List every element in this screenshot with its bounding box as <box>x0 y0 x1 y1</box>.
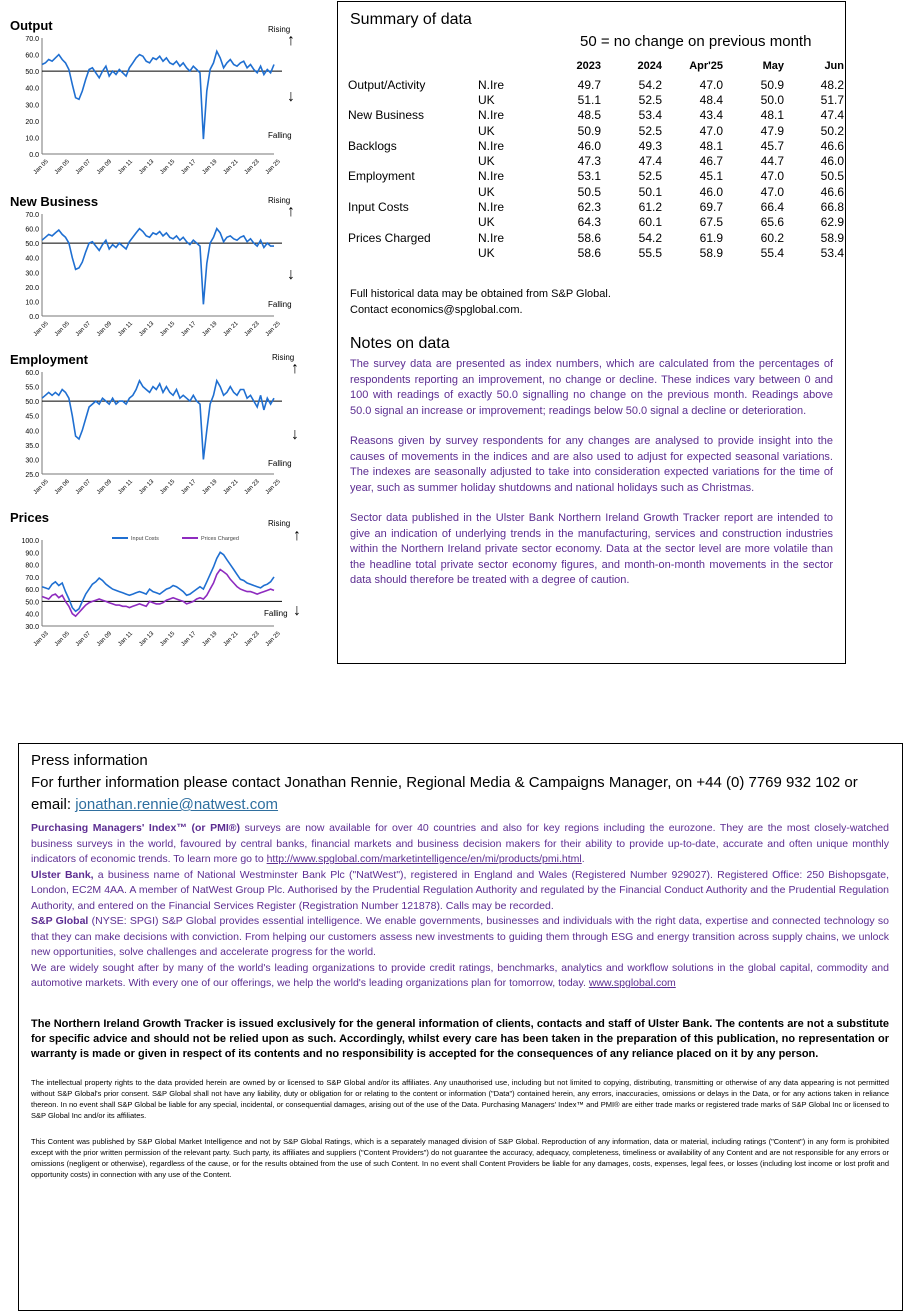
x-tick-label: Jan 21 <box>222 478 240 496</box>
value-cell: 51.1 <box>577 92 601 107</box>
value-cell: 45.1 <box>699 169 723 184</box>
value-cell: 60.1 <box>638 215 662 230</box>
x-tick-label: Jan 13 <box>138 320 156 338</box>
legend-label: Prices Charged <box>201 536 239 542</box>
x-tick-label: Jan 15 <box>159 478 177 496</box>
pmi-paragraph: Purchasing Managers' Index™ (or PMI®) surveys are now available for over 40 countries and also for key regions including the eurozone. They are the most closely-watched business surveys in the world, favoured by central banks, financial markets and business decision makers for their ability to provide up-to-date, accurate and often unique monthly indicators of economic trends. To learn more go to http://www.spglobal.com/marketintelligence/en/mi/products/pmi.html. <box>31 822 889 865</box>
summary-table <box>348 55 844 261</box>
x-tick-label: Jan 05 <box>53 630 71 648</box>
value-cell: 62.3 <box>577 200 601 215</box>
ulster-text: a business name of National Westminster Bank Plc ("NatWest"), registered in England and Wales (Registered Number 929027). Registered Office: 250 Bishopsgate, London, EC2M 4AA. A member of NatWest Group Plc. Authorised by the Prudential Regulation Authority and regulated by the Financial Conduct Authority and the Prudential Regulation Authority, and entered on the Financial Services Register (Registration Number 121878). Calls may be recorded. <box>31 868 889 912</box>
x-tick-label: Jan 05 <box>32 320 50 338</box>
employment-chart <box>10 352 300 512</box>
x-tick-label: Jan 25 <box>264 158 282 176</box>
x-tick-label: Jan 23 <box>243 478 261 496</box>
sp-text: (NYSE: SPGI) S&P Global provides essential intelligence. We enable governments, businesses and individuals with the right data, expertise and connected technology so that they can make decisions with conviction. From helping our customers assess new investments to guiding them through ESG and energy transition across supply chains, we unlock new opportunities, solve challenges and accelerate progress for the world. <box>31 915 889 958</box>
new-business-chart <box>10 194 300 354</box>
falling-label: Falling <box>268 131 292 140</box>
x-tick-label: Jan 25 <box>264 320 282 338</box>
x-tick-label: Jan 19 <box>201 158 219 176</box>
x-tick-label: Jan 11 <box>117 478 134 496</box>
value-cell: 60.2 <box>760 230 784 245</box>
header-cell: Jun <box>824 60 844 72</box>
y-tick-label: 20.0 <box>25 284 39 292</box>
x-tick-label: Jan 11 <box>117 158 134 176</box>
value-cell: 46.0 <box>699 184 723 199</box>
notes-paragraph: Sector data published in the Ulster Bank Northern Ireland Growth Tracker report are intended to give an indication of underlying trends in the manufacturing, services and construction industries within the Northern Ireland private sector economy. Data at the sector level are more volatile than the headline total private sector economy figures, and month-on-month movements in the sector data should therefore be treated with a degree of caution. <box>350 512 833 586</box>
value-cell: 52.5 <box>638 123 662 138</box>
x-tick-label: Jan 17 <box>180 478 198 496</box>
y-tick-label: 80.0 <box>25 562 39 570</box>
value-cell: 48.1 <box>760 108 784 123</box>
y-tick-label: 90.0 <box>25 550 39 558</box>
table-row <box>348 123 844 138</box>
press-contact <box>31 772 891 816</box>
output-chart <box>10 18 300 178</box>
x-tick-label: Jan 13 <box>138 158 156 176</box>
value-cell: 48.2 <box>820 77 844 92</box>
value-cell: 46.6 <box>820 184 844 199</box>
table-row <box>348 153 844 168</box>
value-cell: 47.4 <box>820 108 844 123</box>
series-line <box>42 552 274 611</box>
x-tick-label: Jan 25 <box>264 478 282 496</box>
chart-title: Employment <box>10 352 89 367</box>
contact-line: Contact economics@spglobal.com. <box>350 304 523 316</box>
up-arrow-icon: ↑ <box>293 527 301 544</box>
y-tick-label: 0.0 <box>29 152 39 159</box>
y-tick-label: 50.0 <box>25 399 39 407</box>
y-tick-label: 30.0 <box>25 457 39 465</box>
y-tick-label: 40.0 <box>25 428 39 436</box>
prices-chart <box>10 510 300 670</box>
x-tick-label: Jan 05 <box>53 320 71 338</box>
value-cell: 44.7 <box>760 154 784 169</box>
ulster-paragraph <box>31 868 889 915</box>
x-tick-label: Jan 17 <box>180 320 198 338</box>
row-label: Prices Charged <box>348 230 431 245</box>
row-label: Input Costs <box>348 200 409 215</box>
down-arrow-icon: ↓ <box>287 266 295 283</box>
header-cell <box>348 55 478 77</box>
x-tick-label: Jan 23 <box>243 320 261 338</box>
value-cell: 58.6 <box>577 245 601 260</box>
region-cell: N.Ire <box>478 138 505 153</box>
table-row <box>348 184 844 199</box>
value-cell: 55.5 <box>638 245 662 260</box>
up-arrow-icon: ↑ <box>291 360 299 377</box>
x-tick-label: Jan 21 <box>222 630 240 648</box>
value-cell: 53.4 <box>638 108 662 123</box>
value-cell: 69.7 <box>699 200 723 215</box>
row-label <box>348 123 478 138</box>
table-row <box>348 199 844 214</box>
x-tick-label: Jan 13 <box>138 630 156 648</box>
value-cell: 49.7 <box>577 77 601 92</box>
x-tick-label: Jan 07 <box>74 630 92 648</box>
value-cell: 50.0 <box>760 92 784 107</box>
new-business-chart-svg <box>10 194 300 354</box>
value-cell: 53.1 <box>577 169 601 184</box>
y-tick-label: 35.0 <box>25 442 39 450</box>
x-tick-label: Jan 09 <box>96 158 114 176</box>
y-tick-label: 30.0 <box>25 624 39 631</box>
x-tick-label: Jan 07 <box>74 320 92 338</box>
rising-label: Rising <box>272 353 295 362</box>
region-cell: N.Ire <box>478 200 505 215</box>
y-tick-label: 30.0 <box>25 270 39 278</box>
notes-paragraph: The survey data are presented as index numbers, which are calculated from the percentages of respondents reporting an improvement, no change or decline. These indices vary between 0 and 100 with readings of exactly 50.0 signalling no change on the previous month. Readings above 50.0 signal an increase or improvement; readings below 50.0 signal a decline or deterioration. <box>350 358 833 417</box>
x-tick-label: Jan 17 <box>180 158 198 176</box>
summary-subtitle: 50 = no change on previous month <box>580 33 812 50</box>
region-cell: N.Ire <box>478 230 505 245</box>
pmi-text: surveys are now available for over 40 countries and also for key regions including the eurozone. They are the most closely-watched business surveys in the world, favoured by central banks, financial markets and business decision makers for their ability to provide up-to-date, accurate and often unique monthly indicators of economic trends. To learn more go to <box>31 822 889 865</box>
table-row <box>348 245 844 260</box>
notes-title: Notes on data <box>350 335 450 352</box>
value-cell: 47.0 <box>760 169 784 184</box>
row-label: Output/Activity <box>348 77 426 92</box>
y-tick-label: 40.0 <box>25 611 39 619</box>
x-tick-label: Jan 11 <box>117 630 134 648</box>
y-tick-label: 20.0 <box>25 118 39 126</box>
value-cell: 47.0 <box>760 184 784 199</box>
value-cell: 55.4 <box>760 245 784 260</box>
chart-title: New Business <box>10 194 99 209</box>
value-cell: 46.6 <box>820 138 844 153</box>
falling-label: Falling <box>268 459 292 468</box>
pmi-link[interactable]: http://www.spglobal.com/marketintelligence/en/mi/products/pmi.html <box>266 853 582 865</box>
sought-text: We are widely sought after by many of the world's leading organizations to provide credit ratings, benchmarks, analytics and workflow solutions in the global capital, commodity and automotive markets. With every one of our offerings, we help the world's leading organizations plan for tomorrow, today. <box>31 961 889 989</box>
x-tick-label: Jan 11 <box>117 320 134 338</box>
x-tick-label: Jan 21 <box>222 158 240 176</box>
x-tick-label: Jan 19 <box>201 320 219 338</box>
y-tick-label: 40.0 <box>25 85 39 93</box>
summary-table-body <box>348 77 844 261</box>
region-cell: UK <box>478 184 495 199</box>
chart-title: Prices <box>10 510 50 525</box>
historical-data-note <box>350 286 611 318</box>
sp-heading: S&P Global <box>31 915 89 927</box>
value-cell: 48.5 <box>577 108 601 123</box>
legal-ip-notice: The intellectual property rights to the data provided herein are owned by or licensed to S&P Global and/or its affiliates. Any unauthorised use, including but not limited to copying, distributing, transmitting or otherwise of any data appearing is not permitted without S&P Global's prior consent. S&P Global shall not have any liability, duty or obligation for or relating to the content or information ("Data") contained herein, any errors, inaccuracies, omissions or delays in the Data, or for any actions taken in reliance thereon. In no event shall S&P Global be liable for any special, incidental, or consequential damages, arising out of the use of the Data. Purchasing Managers' Index™ and PMI® are either trade marks or registered trade marks of S&P Global Inc or licensed to S&P Global Inc and/or its affiliates. <box>31 1078 889 1120</box>
y-tick-label: 60.0 <box>25 52 39 60</box>
value-cell: 43.4 <box>699 108 723 123</box>
value-cell: 47.0 <box>699 77 723 92</box>
value-cell: 50.9 <box>577 123 601 138</box>
falling-label: Falling <box>264 609 288 618</box>
row-label: Backlogs <box>348 138 397 153</box>
prices-chart-svg <box>10 510 300 670</box>
value-cell: 58.9 <box>699 245 723 260</box>
value-cell: 50.5 <box>577 184 601 199</box>
x-tick-label: Jan 05 <box>32 478 50 496</box>
y-tick-label: 70.0 <box>25 212 39 219</box>
press-body <box>31 821 889 992</box>
table-header-row <box>348 55 844 77</box>
output-chart-svg <box>10 18 300 178</box>
sp-paragraph <box>31 914 889 961</box>
legend-label: Input Costs <box>131 536 159 542</box>
x-tick-label: Jan 23 <box>243 630 261 648</box>
x-tick-label: Jan 07 <box>74 158 92 176</box>
y-tick-label: 10.0 <box>25 135 39 143</box>
summary-title: Summary of data <box>350 11 472 28</box>
y-tick-label: 0.0 <box>29 314 39 321</box>
region-cell: UK <box>478 215 495 230</box>
contact-text: For further information please contact Jonathan Rennie, Regional Media & Campaigns Manager, on +44 (0) 7769 932 102 or email: <box>31 774 858 813</box>
sought-paragraph <box>31 961 889 992</box>
table-row <box>348 215 844 230</box>
x-tick-label: Jan 21 <box>222 320 240 338</box>
down-arrow-icon: ↓ <box>287 88 295 105</box>
table-row <box>348 169 844 184</box>
row-label: New Business <box>348 108 425 123</box>
ulster-heading: Ulster Bank, <box>31 868 94 881</box>
disclaimer: The Northern Ireland Growth Tracker is issued exclusively for the general information of clients, contacts and staff of Ulster Bank. The contents are not a substitute for specific advice and should not be relied upon as such. Accordingly, whilst every care has been taken in the preparation of this publication, no representation or warranty is made or given in respect of its contents and no responsibility is accepted for the consequences of any reliance placed on it by any person. <box>31 1018 889 1060</box>
value-cell: 50.2 <box>820 123 844 138</box>
value-cell: 51.7 <box>820 92 844 107</box>
notes-body <box>350 357 833 604</box>
rising-label: Rising <box>268 25 291 34</box>
y-tick-label: 50.0 <box>25 599 39 607</box>
region-cell: UK <box>478 123 495 138</box>
x-tick-label: Jan 23 <box>243 158 261 176</box>
y-tick-label: 50.0 <box>25 69 39 77</box>
table-row <box>348 92 844 107</box>
value-cell: 45.7 <box>760 138 784 153</box>
value-cell: 62.9 <box>820 215 844 230</box>
value-cell: 47.4 <box>638 154 662 169</box>
x-tick-label: Jan 09 <box>96 630 114 648</box>
value-cell: 66.8 <box>820 200 844 215</box>
historical-data-line: Full historical data may be obtained from S&P Global. <box>350 288 611 300</box>
x-tick-label: Jan 19 <box>201 630 219 648</box>
x-tick-label: Jan 05 <box>53 158 71 176</box>
value-cell: 50.9 <box>760 77 784 92</box>
value-cell: 49.3 <box>638 138 662 153</box>
value-cell: 50.5 <box>820 169 844 184</box>
x-tick-label: Jan 03 <box>32 630 50 648</box>
table-row <box>348 77 844 92</box>
series-line <box>42 51 274 139</box>
y-tick-label: 70.0 <box>25 36 39 43</box>
series-line <box>42 229 274 305</box>
region-cell: UK <box>478 154 495 169</box>
rising-label: Rising <box>268 196 291 205</box>
region-cell: UK <box>478 92 495 107</box>
row-label <box>348 184 478 199</box>
y-tick-label: 55.0 <box>25 384 39 392</box>
notes-paragraph: Reasons given by survey respondents for any changes are analysed to provide insight into the causes of movements in the indices and are also used to adjust for expected seasonal variations. The indexes are seasonally adjusted to take into consideration expected variations for the time of year, such as summer holiday shutdowns and national holidays such as Christmas. <box>350 435 833 494</box>
table-row <box>348 230 844 245</box>
up-arrow-icon: ↑ <box>287 32 295 49</box>
region-cell: N.Ire <box>478 169 505 184</box>
value-cell: 47.3 <box>577 154 601 169</box>
row-label <box>348 215 478 230</box>
y-tick-label: 100.0 <box>21 538 39 545</box>
press-box <box>18 743 903 1311</box>
y-tick-label: 25.0 <box>25 472 39 479</box>
value-cell: 58.6 <box>577 230 601 245</box>
value-cell: 47.0 <box>699 123 723 138</box>
summary-box <box>337 1 846 664</box>
y-tick-label: 30.0 <box>25 102 39 110</box>
row-label: Employment <box>348 169 415 184</box>
pmi-heading: Purchasing Managers' Index™ (or PMI®) <box>31 822 240 834</box>
header-cell: 2023 <box>576 60 601 72</box>
spglobal-link[interactable]: www.spglobal.com <box>588 977 676 989</box>
value-cell: 54.2 <box>638 77 662 92</box>
series-line <box>42 381 274 460</box>
y-tick-label: 10.0 <box>25 299 39 307</box>
value-cell: 54.2 <box>638 230 662 245</box>
x-tick-label: Jan 06 <box>53 478 71 496</box>
value-cell: 48.4 <box>699 92 723 107</box>
chart-title: Output <box>10 18 53 33</box>
down-arrow-icon: ↓ <box>293 602 301 619</box>
table-row <box>348 138 844 153</box>
region-cell: UK <box>478 245 495 260</box>
x-tick-label: Jan 13 <box>138 478 156 496</box>
table-row <box>348 108 844 123</box>
x-tick-label: Jan 25 <box>264 630 282 648</box>
x-tick-label: Jan 15 <box>159 630 177 648</box>
x-tick-label: Jan 15 <box>159 158 177 176</box>
region-cell: N.Ire <box>478 108 505 123</box>
y-tick-label: 40.0 <box>25 255 39 263</box>
x-tick-label: Jan 19 <box>201 478 219 496</box>
y-tick-label: 60.0 <box>25 370 39 377</box>
x-tick-label: Jan 15 <box>159 320 177 338</box>
header-cell: 2024 <box>637 60 662 72</box>
email-link[interactable]: jonathan.rennie@natwest.com <box>75 796 279 813</box>
row-label <box>348 92 478 107</box>
value-cell: 58.9 <box>820 230 844 245</box>
row-label <box>348 245 478 260</box>
y-tick-label: 45.0 <box>25 413 39 421</box>
x-tick-label: Jan 05 <box>32 158 50 176</box>
up-arrow-icon: ↑ <box>287 203 295 220</box>
y-tick-label: 70.0 <box>25 574 39 582</box>
value-cell: 52.5 <box>638 169 662 184</box>
value-cell: 66.4 <box>760 200 784 215</box>
employment-chart-svg <box>10 352 300 512</box>
header-cell: May <box>762 60 784 72</box>
row-label <box>348 153 478 168</box>
falling-label: Falling <box>268 300 292 309</box>
y-tick-label: 60.0 <box>25 226 39 234</box>
value-cell: 67.5 <box>699 215 723 230</box>
header-cell: Apr'25 <box>689 60 723 72</box>
value-cell: 46.7 <box>699 154 723 169</box>
value-cell: 65.6 <box>760 215 784 230</box>
value-cell: 50.1 <box>638 184 662 199</box>
x-tick-label: Jan 17 <box>180 630 198 648</box>
y-tick-label: 60.0 <box>25 587 39 595</box>
value-cell: 46.0 <box>577 138 601 153</box>
x-tick-label: Jan 09 <box>96 478 114 496</box>
y-tick-label: 50.0 <box>25 241 39 249</box>
value-cell: 53.4 <box>820 245 844 260</box>
value-cell: 61.2 <box>638 200 662 215</box>
value-cell: 52.5 <box>638 92 662 107</box>
value-cell: 61.9 <box>699 230 723 245</box>
value-cell: 64.3 <box>577 215 601 230</box>
down-arrow-icon: ↓ <box>291 426 299 443</box>
value-cell: 47.9 <box>760 123 784 138</box>
x-tick-label: Jan 07 <box>74 478 92 496</box>
rising-label: Rising <box>268 519 291 528</box>
x-tick-label: Jan 09 <box>96 320 114 338</box>
region-cell: N.Ire <box>478 77 505 92</box>
value-cell: 48.1 <box>699 138 723 153</box>
legal-content-notice: This Content was published by S&P Global Market Intelligence and not by S&P Global Ratings, which is a separately managed division of S&P Global. Reproduction of any information, data or material, including ratings ("Content") in any form is prohibited except with the prior written permission of the relevant party. Such party, its affiliates and suppliers ("Content Providers") do not guarantee the accuracy, adequacy, completeness, timeliness or availability of any Content and are not responsible for any errors or omissions (negligent or otherwise), regardless of the cause, or for the results obtained from the use of such Content. In no event shall Content Providers be liable for any damages, costs, expenses, legal fees, or losses (including lost income or lost profit and opportunity costs) in connection with any use of the Content. <box>31 1137 889 1179</box>
value-cell: 46.0 <box>820 154 844 169</box>
header-cell <box>478 55 540 77</box>
press-title: Press information <box>31 752 148 769</box>
